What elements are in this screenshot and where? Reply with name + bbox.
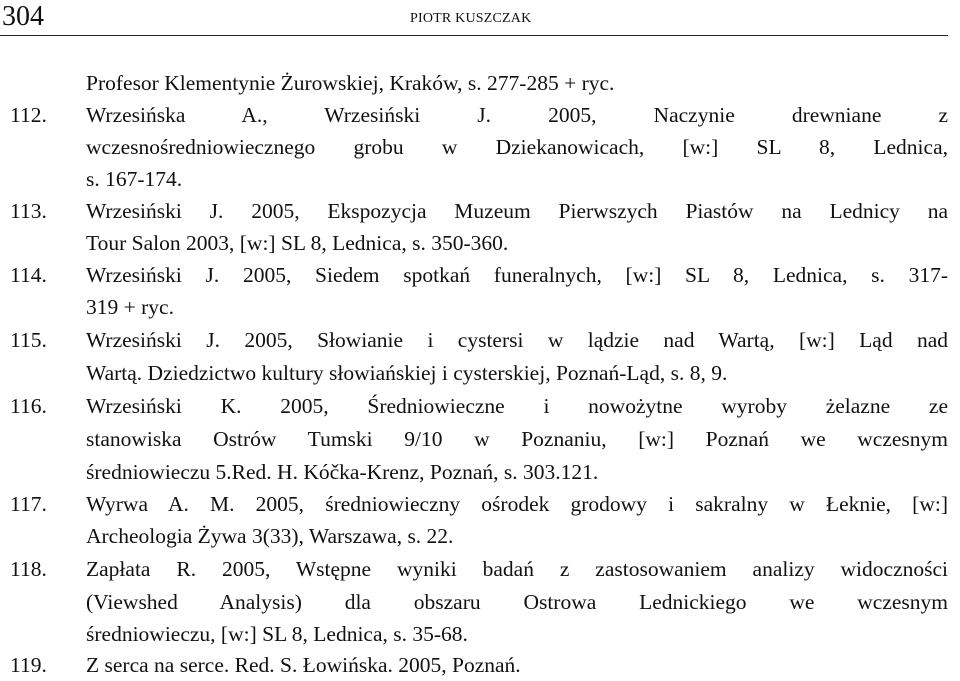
bibliography-line: Wrzesińska A., Wrzesiński J. 2005, Naczynie drewniane z [86, 103, 948, 127]
entry-number: 113. [10, 199, 47, 223]
bibliography-line: 319 + ryc. [86, 295, 174, 319]
page-number: 304 [2, 1, 44, 32]
bibliography-line: Archeologia Żywa 3(33), Warszawa, s. 22. [86, 524, 454, 548]
entry-number: 115. [10, 328, 47, 352]
bibliography-line: wczesnośredniowiecznego grobu w Dziekanowicach, [w:] SL 8, Lednica, [86, 135, 948, 159]
entry-number: 116. [10, 394, 47, 418]
bibliography-line: Zapłata R. 2005, Wstępne wyniki badań z zastosowaniem analizy widoczności [86, 557, 948, 581]
bibliography-line: Wyrwa A. M. 2005, średniowieczny ośrodek grodowy i sakralny w Łeknie, [w:] [86, 492, 948, 516]
bibliography-line: stanowiska Ostrów Tumski 9/10 w Poznaniu, [w:] Poznań we wczesnym [86, 427, 948, 451]
bibliography-line: Z serca na serce. Red. S. Łowińska. 2005, Poznań. [86, 653, 521, 677]
bibliography-line: średniowieczu 5.Red. H. Kóčka-Krenz, Poznań, s. 303.121. [86, 460, 599, 484]
entry-number: 118. [10, 557, 47, 581]
page-header [0, 0, 948, 36]
bibliography-line: Wrzesiński J. 2005, Siedem spotkań funeralnych, [w:] SL 8, Lednica, s. 317- [86, 263, 948, 287]
bibliography-line: s. 167-174. [86, 167, 183, 191]
bibliography-line: średniowieczu, [w:] SL 8, Lednica, s. 35-68. [86, 622, 468, 646]
entry-number: 119. [10, 653, 47, 677]
bibliography-line: Wartą. Dziedzictwo kultury słowiańskiej i cysterskiej, Poznań-Ląd, s. 8, 9. [86, 361, 728, 385]
entry-number: 114. [10, 263, 47, 287]
bibliography-line: (Viewshed Analysis) dla obszaru Ostrowa Lednickiego we wczesnym [86, 590, 948, 614]
entry-number: 117. [10, 492, 47, 516]
entry-number: 112. [10, 103, 47, 127]
bibliography-line: Profesor Klementynie Żurowskiej, Kraków, s. 277-285 + ryc. [86, 71, 615, 95]
bibliography-line: Wrzesiński K. 2005, Średniowieczne i nowożytne wyroby żelazne ze [86, 394, 948, 418]
header-rule [0, 35, 948, 36]
bibliography-line: Tour Salon 2003, [w:] SL 8, Lednica, s. 350-360. [86, 231, 509, 255]
running-head: PIOTR KUSZCZAK [410, 11, 532, 26]
bibliography-line: Wrzesiński J. 2005, Słowianie i cystersi w lądzie nad Wartą, [w:] Ląd nad [86, 328, 948, 352]
bibliography-line: Wrzesiński J. 2005, Ekspozycja Muzeum Pierwszych Piastów na Lednicy na [86, 199, 948, 223]
